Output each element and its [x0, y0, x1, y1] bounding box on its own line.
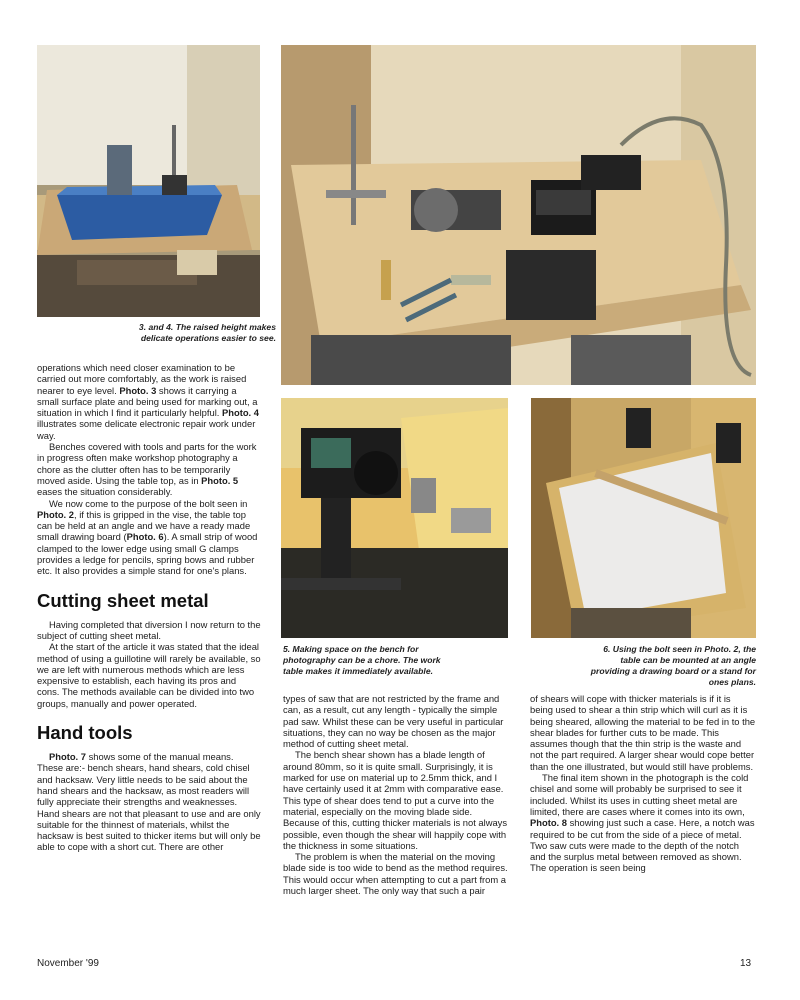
caption-photo-5: 5. Making space on the bench for photography can be a chore. The work table makes it immediately available.: [283, 644, 441, 676]
page-number: 13: [740, 958, 752, 969]
heading-hand-tools: Hand tools: [37, 722, 133, 744]
paragraph: Having completed that diversion I now return to the subject of cutting sheet metal.: [37, 618, 261, 641]
column-2: [283, 693, 509, 896]
photo-drawing-board: [531, 398, 756, 638]
paragraph: types of saw that are not restricted by the frame and can, as a result, cut any length - typically the simple pad saw. Whilst these can be very useful in particular situations, they can no way be chosen as the major method of cutting sheet metal.: [283, 693, 504, 750]
paragraph: The bench shear shown has a blade length of around 80mm, so it is quite small. Surprisingly, it is marked for use on material up to 2.5mm thick, and I have certainly used it at 2mm with comparative ease. This type of shear does tend to put a curve into the material, especially on the moving blade side. Because of this, cutting thicker materials is not always possible, even though the shear will happily cope with the thickness in some situations.: [283, 749, 508, 851]
paragraph: We now come to the purpose of the bolt seen in Photo. 2, if this is gripped in the vise, the table top can be held at an angle and we have a ready made small drawing board (Photo. 6). A small strip of wood clamped to the lower edge using small G clamps provides a ledge for pencils, spring bows and rubber etc. It also provides a simple stand for one's plans.: [37, 497, 258, 577]
column-3: [530, 693, 756, 874]
heading-cutting-sheet-metal: Cutting sheet metal: [37, 589, 209, 611]
paragraph: The problem is when the material on the moving blade side is too wide to bend as the method requires. This would occur when attempting to cut a part from a much larger sheet. The only way that such a pair: [283, 851, 508, 897]
paragraph: operations which need closer examination to be carried out more comfortably, as the work is raised nearer to eye level. Photo. 3 shows it carrying a small surface plate and being used for marking out, a situation in which I find it particularly helpful. Photo. 4 illustrates some delicate electronic repair work under way.: [37, 362, 259, 441]
paragraph: Photo. 7 shows some of the manual means. These are:- bench shears, hand shears, cold chisel and hacksaw. Very little needs to be said about the hand shears and the hacksaw, as most readers will fully appreciate their strengths and weaknesses. Hand shears are not that pleasant to use and are only suitable for the thinnest of materials, whilst the hacksaw is best suited to thicker items but will only be able to cope with a short cut. There are other: [37, 751, 261, 853]
paragraph: At the start of the article it was stated that the ideal method of using a guillotine will rarely be available, so we are left with numerous methods which are less expensive to establish, each having its pros and cons. The methods available can be divided into two groups, manually and power operated.: [37, 641, 261, 709]
caption-photo-6: 6. Using the bolt seen in Photo. 2, the table can be mounted at an angle providing a drawing board or a stand for ones plans.: [590, 644, 756, 687]
photo-surface-plate: [37, 45, 260, 317]
caption-photo-3-4: 3. and 4. The raised height makes delicate operations easier to see.: [138, 322, 276, 343]
paragraph: of shears will cope with thicker materials is if it is being used to shear a thin strip which will curl as it is being sheared, allowing the material to be fed in to the shear blades for further cuts to be made. This assumes though that the thin strip is the waste and not the part required. A larger shear would cope better than the one illustrated, but would still have problems.: [530, 693, 756, 772]
paragraph: The final item shown in the photograph is the cold chisel and some will probably be surprised to see it included. Whilst its uses in cutting sheet metal are limited, there are cases where it comes into its own, Photo. 8 showing just such a case. Here, a notch was required to be cut from the side of a piece of metal. Two saw cuts were made to the depth of the notch and the surplus metal between removed as shown. The operation is seen being: [530, 772, 755, 874]
footer-date: November '99: [37, 958, 99, 969]
column-1: [37, 362, 261, 853]
photo-camera-on-table: [281, 398, 508, 638]
paragraph: Benches covered with tools and parts for the work in progress often make workshop photography a chore as the clutter often has to be temporarily moved aside. Using the table top, as in Photo. 5 eases the situation considerably.: [37, 441, 257, 498]
photo-electronic-repair: [281, 45, 756, 385]
